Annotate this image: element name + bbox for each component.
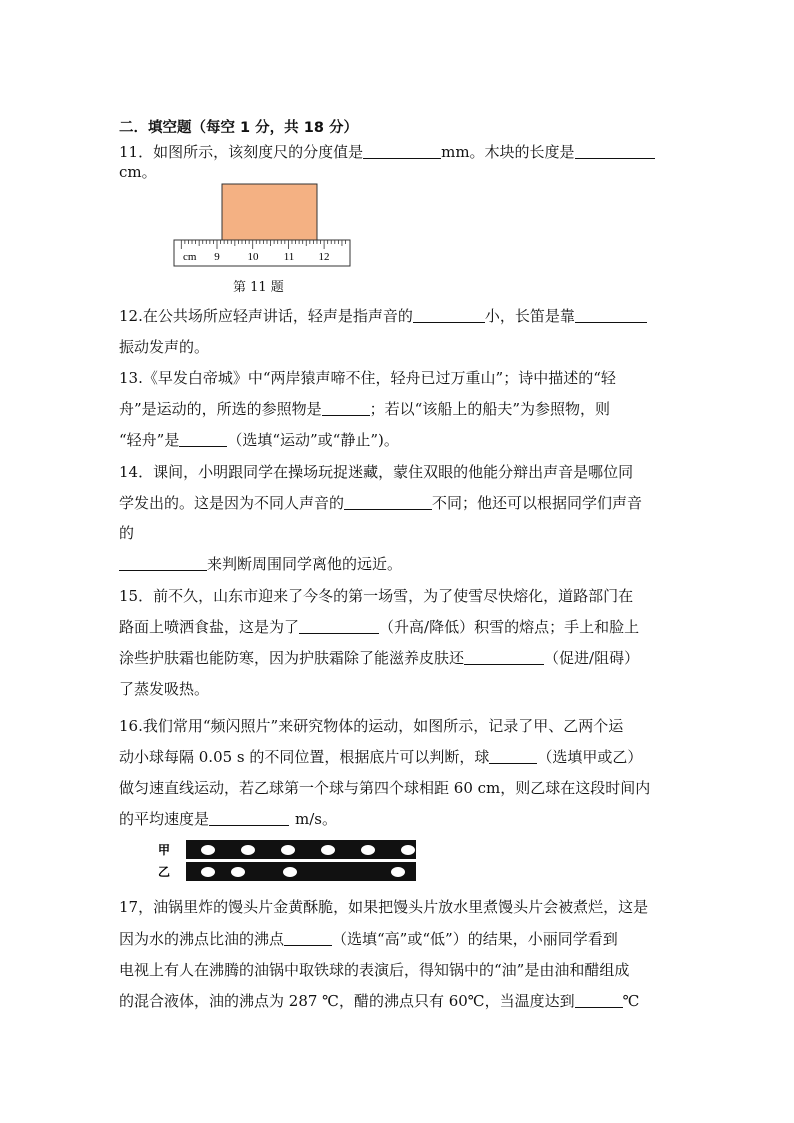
q11-blank-2[interactable] xyxy=(575,144,655,159)
ruler-label-12: 12 xyxy=(318,251,330,263)
ruler-label-9: 9 xyxy=(214,251,220,263)
q12-blank-2[interactable] xyxy=(575,308,647,323)
q17-text-b: （选填“高”或“低”）的结果，小丽同学看到 xyxy=(332,930,618,948)
q17-text-c: 的混合液体，油的沸点为 287 ℃，醋的沸点只有 60℃，当温度达到 xyxy=(119,992,575,1010)
q11-blank-1[interactable] xyxy=(363,144,441,159)
question-15-line-3 xyxy=(119,648,639,668)
jia-ball xyxy=(241,845,255,855)
jia-ball xyxy=(401,845,415,855)
q13-blank-1[interactable] xyxy=(322,401,370,416)
question-13-line-2 xyxy=(119,399,610,419)
ruler-figure xyxy=(170,182,360,272)
q11-text-b: mm。木块的长度是 xyxy=(441,143,575,161)
question-13-line-3 xyxy=(119,430,399,450)
q14-text-c: 来判断周围同学离他的远近。 xyxy=(207,555,403,573)
question-16-line-3: 做匀速直线运动，若乙球第一个球与第四个球相距 60 cm，则乙球在这段时间内 xyxy=(119,779,651,797)
q15-blank-1[interactable] xyxy=(299,619,379,634)
q14-blank-2[interactable] xyxy=(119,556,207,571)
q16-text-b: （选填甲或乙） xyxy=(537,748,643,766)
question-12-line-1 xyxy=(119,306,647,326)
question-11-line-1 xyxy=(119,142,655,162)
question-15-line-4: 了蒸发吸热。 xyxy=(119,680,210,698)
q15-blank-2[interactable] xyxy=(464,650,544,665)
question-16-line-1: 16.我们常用“频闪照片”来研究物体的运动，如图所示，记录了甲、乙两个运 xyxy=(119,717,624,735)
question-17-line-2 xyxy=(119,929,618,949)
ruler-unit: cm xyxy=(183,251,197,263)
q15-text-d: （促进/阻碍） xyxy=(544,649,640,667)
question-16-line-4 xyxy=(119,809,337,829)
question-14-line-4 xyxy=(119,554,402,574)
question-13-line-1: 13.《早发白帝城》中“两岸猿声啼不住，轻舟已过万重山”；诗中描述的“轻 xyxy=(119,369,616,387)
wood-block xyxy=(222,184,317,241)
yi-ball xyxy=(283,867,297,877)
q17-blank-1[interactable] xyxy=(284,931,332,946)
question-15-line-2 xyxy=(119,617,639,637)
figure-11-caption: 第 11 题 xyxy=(233,280,284,295)
yi-ball xyxy=(201,867,215,877)
section-heading: 二．填空题（每空 1 分，共 18 分） xyxy=(119,120,358,136)
q13-blank-2[interactable] xyxy=(179,432,227,447)
ruler-label-10: 10 xyxy=(247,251,259,263)
question-17-line-1: 17，油锅里炸的馒头片金黄酥脆，如果把馒头片放水里煮馒头片会被煮烂，这是 xyxy=(119,898,649,916)
question-17-line-4 xyxy=(119,991,639,1011)
label-yi: 乙 xyxy=(158,865,171,879)
jia-ball xyxy=(321,845,335,855)
question-11-line-2: cm。 xyxy=(119,163,157,181)
yi-ball xyxy=(391,867,405,877)
question-15-line-1: 15．前不久，山东市迎来了今冬的第一场雪，为了使雪尽快熔化，道路部门在 xyxy=(119,587,634,605)
q17-text-d: ℃ xyxy=(622,992,640,1010)
q14-text-a: 学发出的。这是因为不同人声音的 xyxy=(119,494,345,512)
q17-text-a: 因为水的沸点比油的沸点 xyxy=(119,930,285,948)
q13-text-c: “轻舟”是 xyxy=(119,431,180,449)
q12-text-b: 小，长笛是靠 xyxy=(484,307,575,325)
question-12-line-2: 振动发声的。 xyxy=(119,338,210,356)
jia-ball xyxy=(361,845,375,855)
q14-blank-1[interactable] xyxy=(344,495,432,510)
q16-blank-2[interactable] xyxy=(209,811,289,826)
jia-ball xyxy=(201,845,215,855)
question-14-line-1: 14．课间，小明跟同学在操场玩捉迷藏，蒙住双眼的他能分辩出声音是哪位同 xyxy=(119,463,634,481)
q13-text-b: ；若以“该船上的船夫”为参照物，则 xyxy=(369,400,611,418)
question-17-line-3: 电视上有人在沸腾的油锅中取铁球的表演后，得知锅中的“油”是由油和醋组成 xyxy=(119,961,630,979)
q12-blank-1[interactable] xyxy=(413,308,485,323)
q16-text-d: m/s。 xyxy=(295,810,337,828)
q12-text-a: 12.在公共场所应轻声讲话，轻声是指声音的 xyxy=(119,307,413,325)
q16-text-a: 动小球每隔 0.05 s 的不同位置，根据底片可以判断，球 xyxy=(119,748,490,766)
question-16-line-2 xyxy=(119,747,642,767)
q13-text-a: 舟”是运动的，所选的参照物是 xyxy=(119,400,322,418)
strobe-photo-figure xyxy=(158,838,420,882)
q16-blank-1[interactable] xyxy=(489,749,537,764)
q15-text-a: 路面上喷洒食盐，这是为了 xyxy=(119,618,300,636)
jia-ball xyxy=(281,845,295,855)
q13-text-d: （选填“运动”或“静止”)。 xyxy=(227,431,399,449)
question-14-line-2 xyxy=(119,493,642,513)
yi-ball xyxy=(231,867,245,877)
q15-text-c: 涂些护肤霜也能防寒，因为护肤霜除了能滋养皮肤还 xyxy=(119,649,465,667)
question-14-line-3: 的 xyxy=(119,524,135,542)
ruler-label-11: 11 xyxy=(283,251,295,263)
q11-text-a: 11．如图所示，该刻度尺的分度值是 xyxy=(119,143,364,161)
film-strip-yi xyxy=(186,862,416,881)
film-strip-jia xyxy=(186,840,416,859)
q16-text-c: 的平均速度是 xyxy=(119,810,210,828)
q15-text-b: （升高/降低）积雪的熔点；手上和脸上 xyxy=(379,618,640,636)
q14-text-b: 不同；他还可以根据同学们声音 xyxy=(432,494,643,512)
q17-blank-2[interactable] xyxy=(575,993,623,1008)
label-jia: 甲 xyxy=(158,843,171,857)
